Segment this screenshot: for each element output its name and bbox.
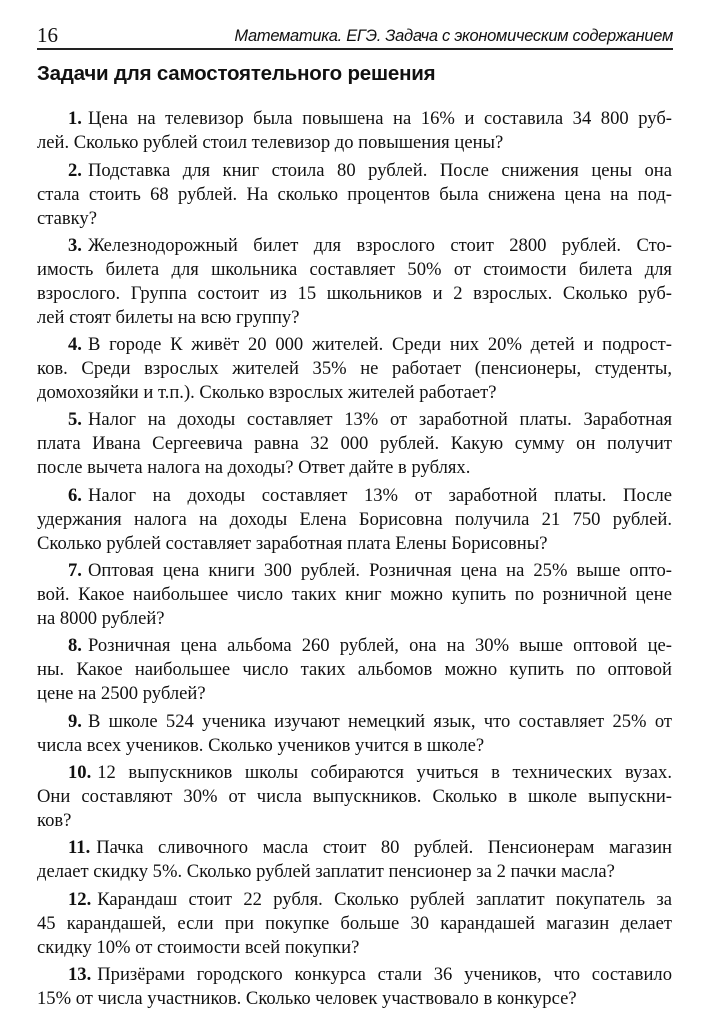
problem-number: 2. <box>68 159 82 181</box>
problem-list <box>37 104 672 1011</box>
problem-line <box>37 381 672 405</box>
problem-line <box>37 559 672 583</box>
problem-number: 1. <box>68 108 82 130</box>
problem-text: Цена на телевизор была повышена на 16% и составила 34 800 руб- <box>87 108 672 130</box>
problem-text: 15% от числа участников. Сколько человек участвовало в конкурсе? <box>37 987 577 1009</box>
problem-line <box>37 734 672 758</box>
problem-item <box>37 836 672 884</box>
problem-item <box>37 333 672 405</box>
problem-text: на 8000 рублей? <box>37 608 165 630</box>
problem-line <box>37 936 672 960</box>
problem-item <box>37 159 672 231</box>
problem-line <box>37 682 672 706</box>
problem-line <box>37 532 672 556</box>
problem-line <box>37 234 672 258</box>
section-title: Задачи для самостоятельного решения <box>37 62 436 85</box>
problem-line <box>37 159 672 183</box>
problem-line <box>37 761 672 785</box>
problem-line <box>37 634 672 658</box>
problem-line <box>37 183 672 207</box>
problem-line <box>37 456 672 480</box>
problem-text: стала стоить 68 рублей. На сколько процентов была снижена цена на под- <box>37 183 672 205</box>
problem-line <box>37 888 672 912</box>
problem-line <box>37 860 672 884</box>
problem-text: Розничная цена альбома 260 рублей, она на 30% выше оптовой це- <box>87 635 672 657</box>
problem-text: Железнодорожный билет для взрослого стоит 2800 рублей. Сто- <box>87 234 672 256</box>
problem-text: Призёрами городского конкурса стали 36 учеников, что составило <box>97 963 672 985</box>
problem-number: 3. <box>68 234 82 256</box>
problem-text: делает скидку 5%. Сколько рублей заплатит пенсионер за 2 пачки масла? <box>37 861 615 883</box>
problem-line <box>37 484 672 508</box>
problem-text: Они составляют 30% от числа выпускников. Сколько в школе выпускни- <box>37 785 672 807</box>
problem-text: ков? <box>37 809 72 831</box>
problem-line <box>37 107 672 131</box>
problem-text: имость билета для школьника составляет 50% от стоимости билета для <box>37 258 672 280</box>
page-header <box>37 20 673 50</box>
problem-line <box>37 963 672 987</box>
problem-text: взрослого. Группа состоит из 15 школьников и 2 взрослых. Сколько руб- <box>37 282 672 304</box>
problem-line <box>37 306 672 330</box>
problem-text: домохозяйки и т.п.). Сколько взрослых жителей работает? <box>37 382 497 404</box>
problem-line <box>37 809 672 833</box>
page-number: 16 <box>37 23 58 47</box>
problem-number: 11. <box>68 837 91 859</box>
problem-item <box>37 963 672 1011</box>
problem-line <box>37 408 672 432</box>
problem-line <box>37 785 672 809</box>
problem-text: Сколько рублей составляет заработная плата Елены Борисовны? <box>37 532 548 554</box>
problem-text: удержания налога на доходы Елена Борисовна получила 21 750 рублей. <box>37 508 672 530</box>
problem-line <box>37 131 672 155</box>
problem-text: Налог на доходы составляет 13% от заработной платы. После <box>87 484 672 506</box>
problem-text: числа всех учеников. Сколько учеников учится в школе? <box>37 734 485 756</box>
problem-line <box>37 583 672 607</box>
problem-text: Карандаш стоит 22 рубля. Сколько рублей заплатит покупатель за <box>97 888 672 910</box>
running-title: Математика. ЕГЭ. Задача с экономическим содержанием <box>234 27 673 45</box>
problem-number: 13. <box>68 963 92 985</box>
problem-item <box>37 107 672 155</box>
problem-item <box>37 761 672 833</box>
problem-line <box>37 710 672 734</box>
problem-text: цене на 2500 рублей? <box>37 683 206 705</box>
problem-text: лей. Сколько рублей стоил телевизор до повышения цены? <box>37 132 504 154</box>
problem-line <box>37 432 672 456</box>
problem-text: Оптовая цена книги 300 рублей. Розничная цена на 25% выше опто- <box>87 560 672 582</box>
problem-text: вой. Какое наибольшее число таких книг можно купить по розничной цене <box>37 584 672 606</box>
problem-text: после вычета налога на доходы? Ответ дайте в рублях. <box>37 457 471 479</box>
problem-line <box>37 333 672 357</box>
problem-item <box>37 484 672 556</box>
problem-number: 7. <box>68 560 82 582</box>
problem-item <box>37 234 672 330</box>
problem-line <box>37 258 672 282</box>
problem-line <box>37 508 672 532</box>
problem-item <box>37 710 672 758</box>
problem-number: 4. <box>68 334 82 356</box>
problem-line <box>37 282 672 306</box>
problem-text: 12 выпускников школы собираются учиться в технических вузах. <box>97 761 672 783</box>
problem-number: 9. <box>68 710 82 732</box>
problem-text: В школе 524 ученика изучают немецкий язык, что составляет 25% от <box>87 710 672 732</box>
problem-item <box>37 559 672 631</box>
problem-number: 5. <box>68 409 82 431</box>
problem-line <box>37 987 672 1011</box>
problem-line <box>37 607 672 631</box>
problem-text: Пачка сливочного масла стоит 80 рублей. Пенсионерам магазин <box>96 837 672 859</box>
problem-text: Подставка для книг стоила 80 рублей. После снижения цены она <box>87 159 672 181</box>
problem-text: ков. Среди взрослых жителей 35% не работает (пенсионеры, студенты, <box>37 358 672 380</box>
problem-text: ны. Какое наибольшее число таких альбомов можно купить по оптовой <box>37 659 672 681</box>
problem-text: скидку 10% от стоимости всей покупки? <box>37 936 360 958</box>
problem-item <box>37 634 672 706</box>
problem-number: 6. <box>68 484 82 506</box>
problem-number: 12. <box>68 888 92 910</box>
problem-text: ставку? <box>37 207 97 229</box>
problem-number: 10. <box>68 761 92 783</box>
problem-number: 8. <box>68 635 82 657</box>
problem-line <box>37 836 672 860</box>
problem-item <box>37 408 672 480</box>
problem-text: Налог на доходы составляет 13% от заработной платы. Заработная <box>87 409 672 431</box>
problem-line <box>37 912 672 936</box>
problem-line <box>37 658 672 682</box>
problem-text: 45 карандашей, если при покупке больше 30 карандашей магазин делает <box>37 912 672 934</box>
problem-text: плата Ивана Сергеевича равна 32 000 рублей. Какую сумму он получит <box>37 433 672 455</box>
problem-line <box>37 357 672 381</box>
problem-text: лей стоят билеты на всю группу? <box>37 306 300 328</box>
problem-text: В городе К живёт 20 000 жителей. Среди них 20% детей и подрост- <box>87 334 672 356</box>
problem-item <box>37 888 672 960</box>
problem-line <box>37 207 672 231</box>
